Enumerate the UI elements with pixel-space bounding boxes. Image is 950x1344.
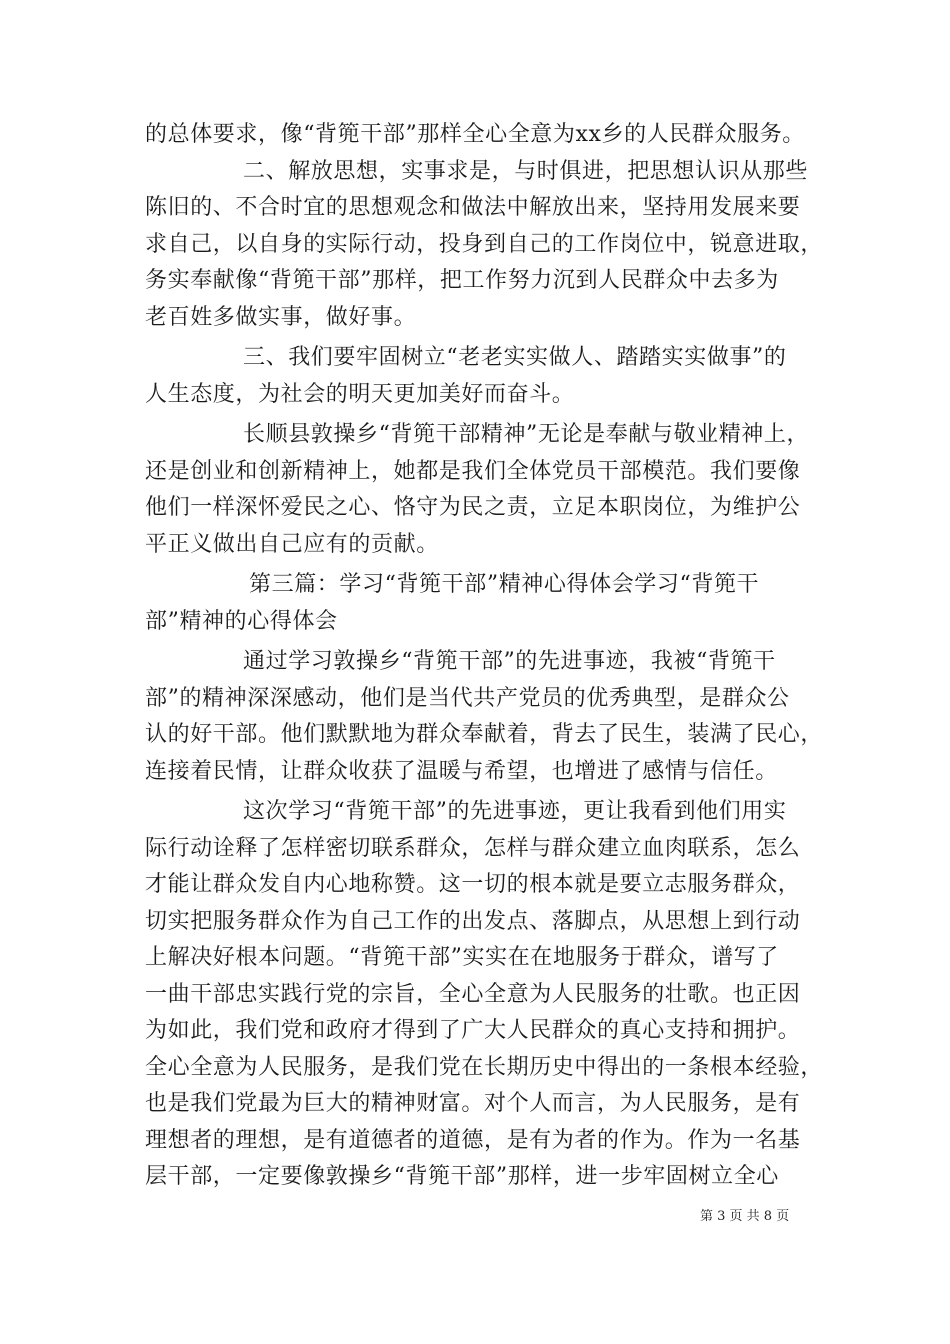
paragraph-start: 这次学习“背篼干部”的先进事迹，更让我看到他们用实: [243, 799, 787, 824]
text-line: 还是创业和创新精神上，她都是我们全体党员干部模范。我们要像: [145, 458, 801, 484]
text-line: 务实奉献像“背篼干部”那样，把工作努力沉到人民群众中去多为: [145, 268, 779, 293]
text-line: 平正义做出自己应有的贡献。: [145, 531, 439, 557]
text-line: 连接着民情，让群众收获了温暖与希望，也增进了感情与信任。: [145, 758, 778, 784]
text-line: 理想者的理想，是有道德者的道德，是有为者的作为。作为一名基: [145, 1127, 801, 1153]
text-line: 切实把服务群众作为自己工作的出发点、落脚点，从思想上到行动: [145, 908, 801, 934]
text-line: 上解决好根本问题。“背篼干部”实实在在地服务于群众，谱写了: [145, 945, 779, 970]
text-line: 的总体要求，像“背篼干部”那样全心全意为xx乡的人民群众服务。: [145, 122, 805, 147]
text-line: 求自己，以自身的实际行动，投身到自己的工作岗位中，锐意进取，: [145, 231, 824, 257]
text-line: 层干部，一定要像敦操乡“背篼干部”那样，进一步牢固树立全心: [145, 1164, 779, 1189]
paragraph-heading-2: 二、解放思想，实事求是，与时俱进，把思想认识从那些: [243, 158, 809, 184]
text-line: 人生态度，为社会的明天更加美好而奋斗。: [145, 381, 575, 407]
paragraph-start: 通过学习敦操乡“背篼干部”的先进事迹，我被“背篼干: [243, 649, 776, 674]
paragraph-start: 长顺县敦操乡“背篼干部精神”无论是奉献与敬业精神上，: [243, 422, 810, 447]
text-line: 才能让群众发自内心地称赞。这一切的根本就是要立志服务群众，: [145, 872, 801, 897]
section-title: 第三篇：学习“背篼干部”精神心得体会学习“背篼干: [249, 572, 760, 597]
document-body: [145, 117, 825, 1196]
text-line: 全心全意为人民服务，是我们党在长期历史中得出的一条根本经验，: [145, 1054, 824, 1080]
paragraph-heading-3: 三、我们要牢固树立“老老实实做人、踏踏实实做事”的: [243, 345, 787, 370]
text-line: 老百姓多做实事，做好事。: [145, 304, 417, 330]
section-title-continued: 部”精神的心得体会: [145, 608, 338, 634]
text-line: 他们一样深怀爱民之心、恪守为民之责，立足本职岗位，为维护公: [145, 495, 801, 520]
text-line: 际行动诠释了怎样密切联系群众，怎样与群众建立血肉联系，怎么: [145, 835, 801, 861]
text-line: 认的好干部。他们默默地为群众奉献着，背去了民生，装满了民心，: [145, 722, 824, 747]
text-line: 也是我们党最为巨大的精神财富。对个人而言，为人民服务，是有: [145, 1091, 801, 1116]
text-line: 一曲干部忠实践行党的宗旨，全心全意为人民服务的壮歌。也正因: [145, 981, 801, 1007]
text-line: 部”的精神深深感动，他们是当代共产党员的优秀典型，是群众公: [145, 685, 790, 711]
text-line: 陈旧的、不合时宜的思想观念和做法中解放出来，坚持用发展来要: [145, 195, 801, 220]
page-number-footer: 第 3 页 共 8 页: [700, 1209, 790, 1224]
text-line: 为如此，我们党和政府才得到了广大人民群众的真心支持和拥护。: [145, 1018, 801, 1043]
